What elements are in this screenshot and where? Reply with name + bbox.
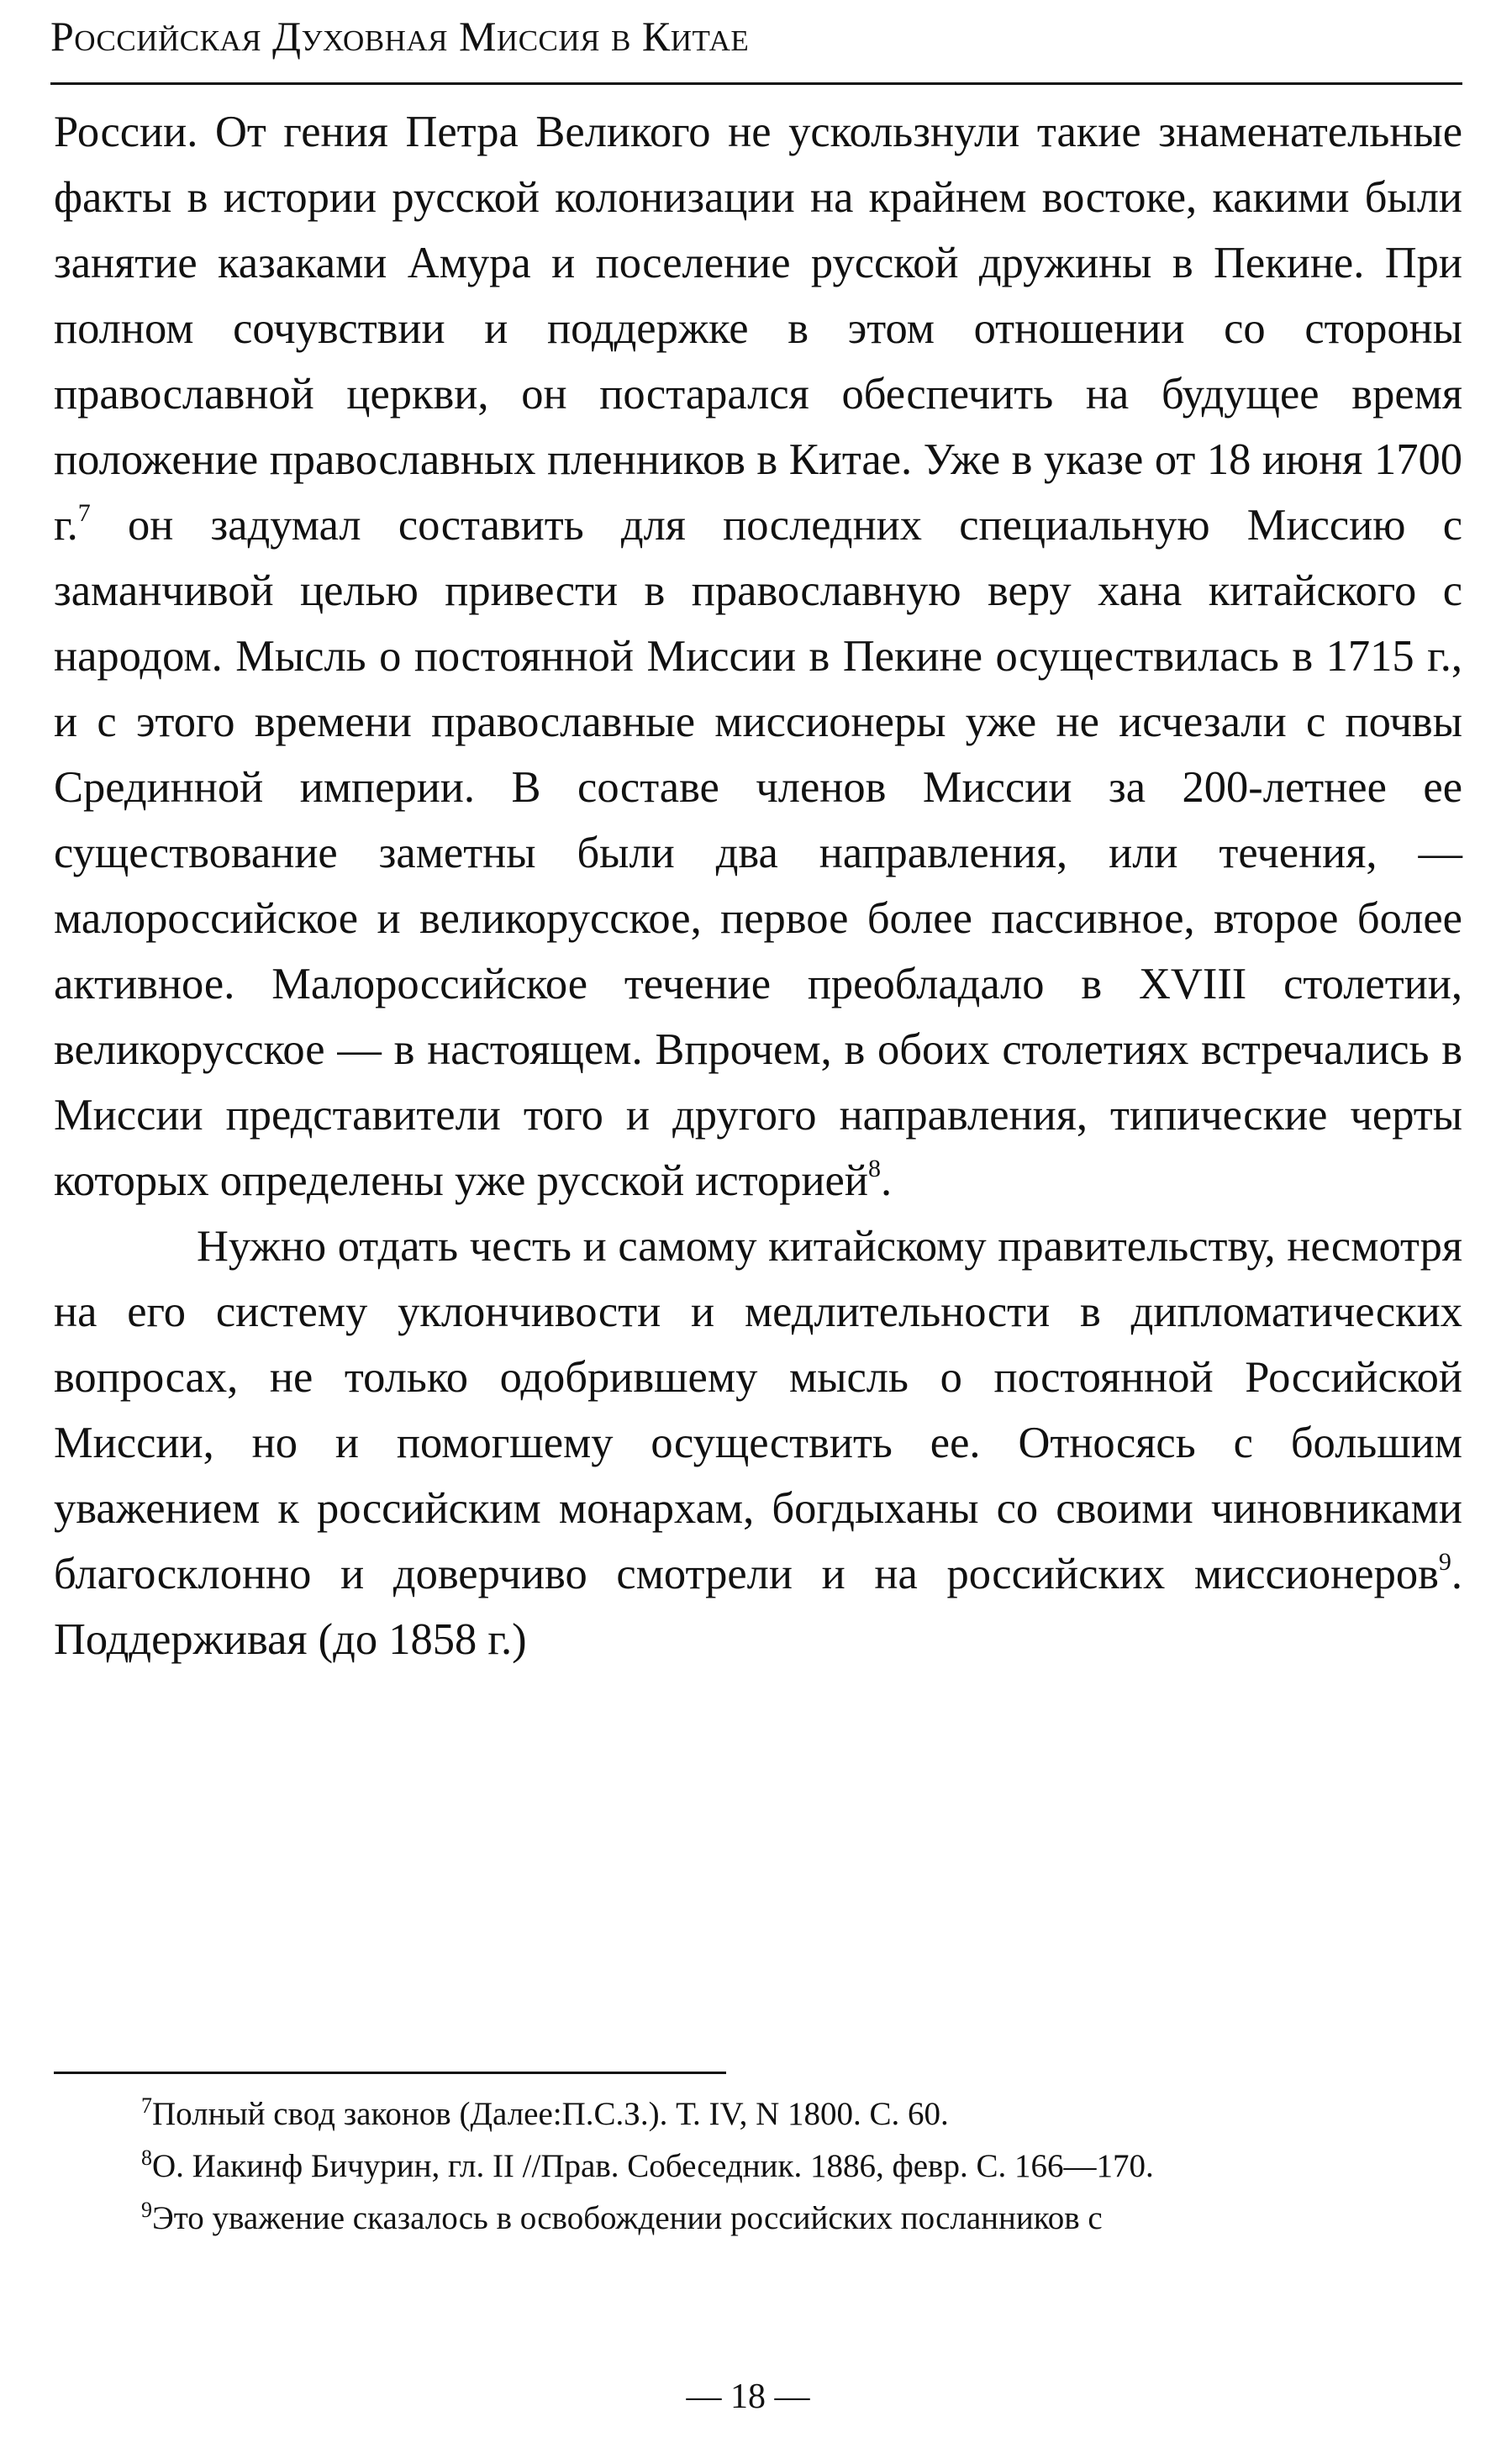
paragraph-2-text-b: . Поддерживая (до 1858 г.): [54, 1550, 1462, 1664]
paragraph-1-text-b: он задумал составить для последних специальную Миссию с заманчивой целью привести в православную веру хана китайского с народом. Мысль о постоянной Миссии в Пекине осуществилась в 1715 г., и с этого времени православные миссионеры уже не исчезали с почвы Срединной империи. В составе членов Миссии за 200-летнее ее существование заметны были два направления, или течения, —малороссийское и великорусское, первое более пассивное, второе более активное. Малороссийское течение преобладало в XVIII столетии, великорусское — в настоящем. Впрочем, в обоих столетиях встречались в Миссии представители того и другого направления, типические черты которых определены уже русской историей: [54, 501, 1462, 1205]
body-text: [54, 99, 1462, 1672]
footnote-8-number: 8: [141, 2145, 152, 2170]
paragraph-1: [54, 99, 1462, 1214]
footnote-ref-9: 9: [1438, 1548, 1451, 1576]
footnote-7: [54, 2088, 1462, 2140]
paragraph-2-text-a: Нужно отдать честь и самому китайскому правительству, несмотря на его систему уклончивости и медлительности в дипломатических вопросах, не только одобрившему мысль о постоянной Российской Миссии, но и помогшему осуществить ее. Относясь с большим уважением к российским монархам, богдыханы со своими чиновниками благосклонно и доверчиво смотрели и на российских миссионеров: [54, 1222, 1462, 1598]
footnote-ref-8: 8: [867, 1155, 881, 1182]
footnote-7-number: 7: [141, 2093, 152, 2118]
footnote-9-text: Это уважение сказалось в освобождении российских посланников с: [152, 2200, 1103, 2236]
paragraph-1-text-c: .: [880, 1156, 893, 1205]
footnote-9: [54, 2193, 1462, 2245]
paragraph-1-text-a: России. От гения Петра Великого не ускользнули такие знаменательные факты в истории русской колонизации на крайнем востоке, какими были занятие казаками Амура и поселение русской дружины в Пекине. При полном сочувствии и поддержке в этом отношении со стороны православной церкви, он постарался обеспечить на будущее время положение православных пленников в Китае. Уже в указе от 18 июня 1700 г.: [54, 108, 1462, 550]
header-rule: [50, 82, 1462, 85]
footnote-rule: [54, 2072, 726, 2074]
footnote-9-number: 9: [141, 2198, 152, 2222]
page-number: — 18 —: [686, 2377, 810, 2416]
paragraph-2: [54, 1214, 1462, 1672]
running-head: Российская Духовная Миссия в Китае: [50, 13, 750, 60]
footnote-ref-7: 7: [77, 499, 91, 527]
footnote-8-text: О. Иакинф Бичурин, гл. II //Прав. Собеседник. 1886, февр. С. 166—170.: [152, 2148, 1154, 2184]
footnotes: [54, 2088, 1462, 2245]
footnote-8: [54, 2140, 1462, 2193]
footnote-7-text: Полный свод законов (Далее:П.С.З.). Т. IV, N 1800. С. 60.: [152, 2096, 949, 2132]
